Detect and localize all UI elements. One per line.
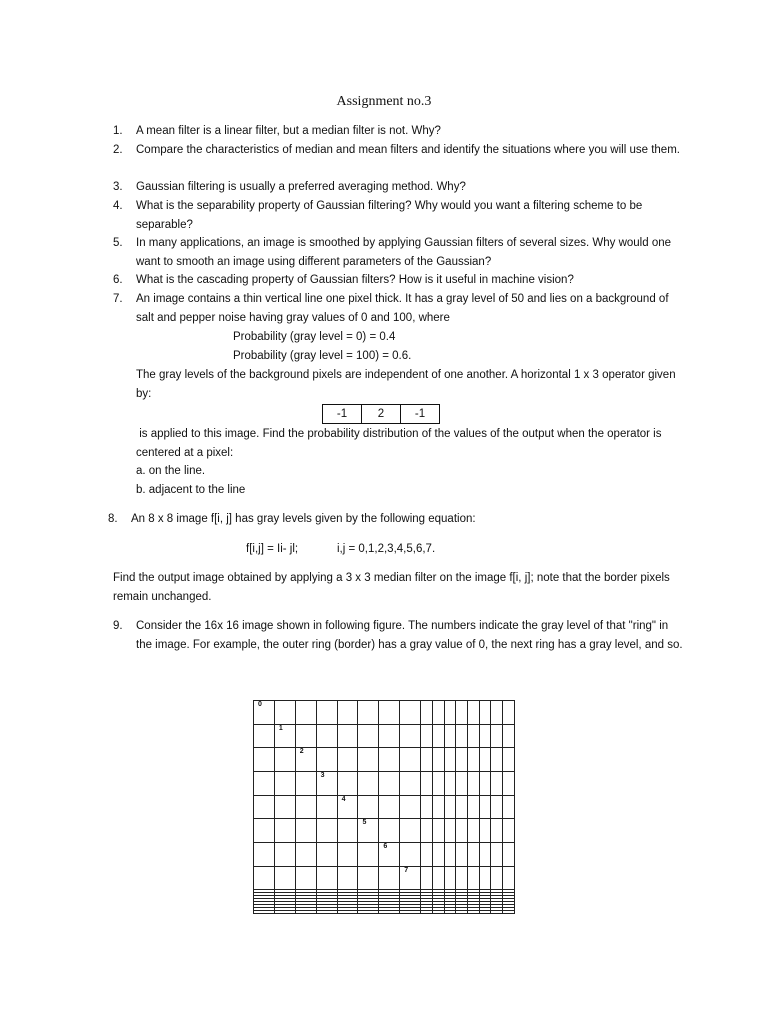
grid-cell: [468, 701, 480, 725]
grid-cell: [254, 910, 275, 913]
grid-cell: [491, 866, 503, 890]
grid-cell: [468, 748, 480, 772]
grid-cell-label: 7: [400, 866, 421, 890]
question-8-task: Find the output image obtained by applying a 3 x 3 median filter on the image f[i, j]; note that the border pixels remain unchanged.: [113, 572, 670, 603]
grid-cell: [400, 748, 421, 772]
grid-cell: [254, 795, 275, 819]
grid-cell: [503, 866, 515, 890]
grid-cell: [274, 748, 295, 772]
grid-cell: [254, 819, 275, 843]
grid-cell: [432, 795, 444, 819]
grid-cell: [421, 771, 433, 795]
grid-cell: [479, 724, 491, 748]
question-7-part-a: a. on the line.: [136, 465, 206, 477]
grid-cell: [479, 701, 491, 725]
grid-cell: [254, 866, 275, 890]
grid-cell: [337, 771, 358, 795]
grid-cell: [432, 748, 444, 772]
grid-cell: [295, 771, 316, 795]
grid-cell: [421, 866, 433, 890]
grid-cell: [444, 795, 456, 819]
grid-cell: [444, 866, 456, 890]
grid-cell: [456, 724, 468, 748]
question-7-operator-text: is applied to this image. Find the probability distribution of the values of the output when the operator is centered at a pixel:: [136, 428, 665, 459]
grid-cell: [316, 910, 337, 913]
grid-cell: [421, 842, 433, 866]
grid-cell: [358, 701, 379, 725]
grid-cell: [491, 819, 503, 843]
grid-cell: [503, 842, 515, 866]
grid-row: [254, 701, 515, 725]
grid-cell: [358, 842, 379, 866]
grid-cell: [444, 724, 456, 748]
question-8-range: i,j = 0,1,2,3,4,5,6,7.: [337, 543, 436, 555]
grid-cell: [379, 910, 400, 913]
grid-cell: [432, 819, 444, 843]
grid-cell: [254, 748, 275, 772]
grid-cell: [503, 795, 515, 819]
grid-cell: [274, 819, 295, 843]
question-number: 3.: [113, 181, 123, 193]
question-text: What is the cascading property of Gaussian filters? How is it useful in machine vision?: [136, 274, 574, 286]
grid-cell: [421, 701, 433, 725]
grid-cell: [295, 795, 316, 819]
grid-cell: [503, 910, 515, 913]
question-text: An image contains a thin vertical line one pixel thick. It has a gray level of 50 and lies on a background of salt and pepper noise having gray values of 0 and 100, where: [136, 293, 669, 324]
grid-cell: [468, 771, 480, 795]
grid-cell: [491, 701, 503, 725]
question-number: 5.: [113, 237, 123, 249]
grid-cell: [432, 842, 444, 866]
grid-cell: [491, 842, 503, 866]
grid-cell: [456, 748, 468, 772]
grid-cell: [479, 771, 491, 795]
grid-cell: [456, 771, 468, 795]
question-text: In many applications, an image is smoothed by applying Gaussian filters of several sizes. Why would one want to smooth an image using different parameters of the Gaussian?: [136, 237, 672, 268]
probability-gray-0: Probability (gray level = 0) = 0.4: [233, 331, 396, 343]
operator-cell: -1: [401, 405, 440, 424]
grid-cell: [254, 771, 275, 795]
grid-cell: [379, 866, 400, 890]
grid-cell: [456, 866, 468, 890]
grid-row: [254, 795, 515, 819]
grid-cell: [503, 724, 515, 748]
question-6: [113, 271, 683, 290]
grid-row: [254, 724, 515, 748]
grid-cell: [379, 771, 400, 795]
grid-cell: [295, 842, 316, 866]
grid-cell: [468, 724, 480, 748]
grid-cell: [400, 910, 421, 913]
ring-image-grid: [253, 700, 515, 914]
grid-cell: [456, 795, 468, 819]
grid-cell: [295, 910, 316, 913]
question-7-part-b: b. adjacent to the line: [136, 484, 246, 496]
grid-cell: [379, 701, 400, 725]
grid-cell: [358, 748, 379, 772]
grid-cell: [468, 795, 480, 819]
grid-cell: [421, 748, 433, 772]
grid-cell: [400, 701, 421, 725]
grid-cell-label: 2: [295, 748, 316, 772]
grid-cell: [254, 724, 275, 748]
grid-cell: [316, 748, 337, 772]
grid-cell: [400, 724, 421, 748]
grid-cell: [400, 842, 421, 866]
operator-kernel: [322, 404, 440, 424]
grid-cell: [444, 701, 456, 725]
grid-cell: [491, 910, 503, 913]
grid-cell: [337, 866, 358, 890]
grid-cell: [432, 701, 444, 725]
grid-cell: [479, 866, 491, 890]
question-number: 4.: [113, 200, 123, 212]
question-text: Gaussian filtering is usually a preferred averaging method. Why?: [136, 181, 466, 193]
grid-cell: [379, 724, 400, 748]
grid-cell: [456, 910, 468, 913]
grid-cell: [316, 795, 337, 819]
question-number: 6.: [113, 274, 123, 286]
grid-cell: [316, 701, 337, 725]
grid-cell: [432, 866, 444, 890]
grid-cell: [503, 701, 515, 725]
question-3: [113, 178, 683, 197]
grid-cell: [274, 866, 295, 890]
grid-cell: [274, 795, 295, 819]
grid-cell: [491, 795, 503, 819]
grid-cell-label: 1: [274, 724, 295, 748]
grid-cell: [421, 795, 433, 819]
grid-row: [254, 748, 515, 772]
grid-cell: [444, 771, 456, 795]
question-7-continued: The gray levels of the background pixels are independent of one another. A horizontal 1 x 3 operator given by:: [136, 369, 676, 400]
grid-cell: [444, 819, 456, 843]
grid-cell: [337, 724, 358, 748]
grid-row: [254, 771, 515, 795]
question-8-equation: f[i,j] = Ii- jl;: [246, 543, 299, 555]
grid-cell: [316, 819, 337, 843]
grid-cell: [358, 910, 379, 913]
grid-cell: [337, 910, 358, 913]
grid-cell: [468, 842, 480, 866]
question-text: What is the separability property of Gaussian filtering? Why would you want a filtering scheme to be separable?: [136, 200, 643, 231]
probability-gray-100: Probability (gray level = 100) = 0.6.: [233, 350, 412, 362]
grid-cell-label: 4: [337, 795, 358, 819]
grid-cell: [479, 910, 491, 913]
grid-cell: [295, 701, 316, 725]
question-8-text: An 8 x 8 image f[i, j] has gray levels given by the following equation:: [131, 513, 476, 525]
grid-cell: [421, 910, 433, 913]
grid-cell: [337, 842, 358, 866]
page-title: Assignment no.3: [336, 94, 432, 109]
grid-cell: [479, 819, 491, 843]
grid-cell: [432, 910, 444, 913]
question-4: [113, 197, 683, 234]
question-text: Compare the characteristics of median and mean filters and identify the situations where you will use them.: [136, 144, 680, 156]
grid-row: [254, 819, 515, 843]
grid-cell: [316, 866, 337, 890]
grid-cell: [274, 771, 295, 795]
grid-cell: [358, 866, 379, 890]
grid-cell: [358, 771, 379, 795]
grid-cell: [337, 701, 358, 725]
grid-cell: [456, 819, 468, 843]
question-1: [113, 122, 683, 141]
operator-cell: -1: [323, 405, 362, 424]
question-number: 2.: [113, 144, 123, 156]
question-7: [113, 290, 683, 327]
grid-cell: [379, 748, 400, 772]
grid-cell: [274, 910, 295, 913]
grid-cell: [503, 771, 515, 795]
question-number: 1.: [113, 125, 123, 137]
grid-cell: [468, 910, 480, 913]
grid-cell: [432, 724, 444, 748]
grid-cell: [379, 795, 400, 819]
grid-cell: [400, 819, 421, 843]
grid-cell-label: 6: [379, 842, 400, 866]
grid-cell: [444, 748, 456, 772]
grid-cell: [479, 748, 491, 772]
grid-cell: [316, 724, 337, 748]
operator-cell: 2: [362, 405, 401, 424]
question-text: A mean filter is a linear filter, but a median filter is not. Why?: [136, 125, 441, 137]
grid-row: [254, 866, 515, 890]
question-5: [113, 234, 683, 271]
grid-cell: [400, 771, 421, 795]
grid-row: [254, 910, 515, 913]
grid-cell: [274, 842, 295, 866]
grid-cell: [421, 724, 433, 748]
question-2: [113, 141, 683, 160]
grid-cell: [432, 771, 444, 795]
grid-cell: [295, 866, 316, 890]
grid-cell: [421, 819, 433, 843]
grid-cell: [295, 819, 316, 843]
grid-cell: [337, 748, 358, 772]
grid-cell: [295, 724, 316, 748]
grid-cell: [456, 701, 468, 725]
grid-cell: [337, 819, 358, 843]
grid-cell: [456, 842, 468, 866]
grid-row: [254, 842, 515, 866]
grid-cell: [491, 748, 503, 772]
grid-cell: [491, 771, 503, 795]
question-number: 7.: [113, 293, 123, 305]
grid-cell: [468, 819, 480, 843]
grid-cell-label: 0: [254, 701, 275, 725]
grid-cell-label: 5: [358, 819, 379, 843]
grid-cell: [491, 724, 503, 748]
grid-cell: [444, 910, 456, 913]
question-number: 8.: [108, 513, 118, 525]
grid-cell: [274, 701, 295, 725]
grid-cell: [503, 748, 515, 772]
grid-cell: [479, 842, 491, 866]
grid-cell: [503, 819, 515, 843]
grid-cell: [358, 795, 379, 819]
grid-cell: [400, 795, 421, 819]
grid-cell: [468, 866, 480, 890]
grid-cell: [254, 842, 275, 866]
grid-cell: [316, 842, 337, 866]
question-number: 9.: [113, 620, 123, 632]
grid-cell: [444, 842, 456, 866]
grid-cell: [479, 795, 491, 819]
question-9-text: Consider the 16x 16 image shown in following figure. The numbers indicate the gray level of that "ring" in the image. For example, the outer ring (border) has a gray value of 0, the next ring has a gray level, and so.: [136, 620, 683, 651]
grid-cell: [358, 724, 379, 748]
grid-cell: [379, 819, 400, 843]
grid-cell-label: 3: [316, 771, 337, 795]
